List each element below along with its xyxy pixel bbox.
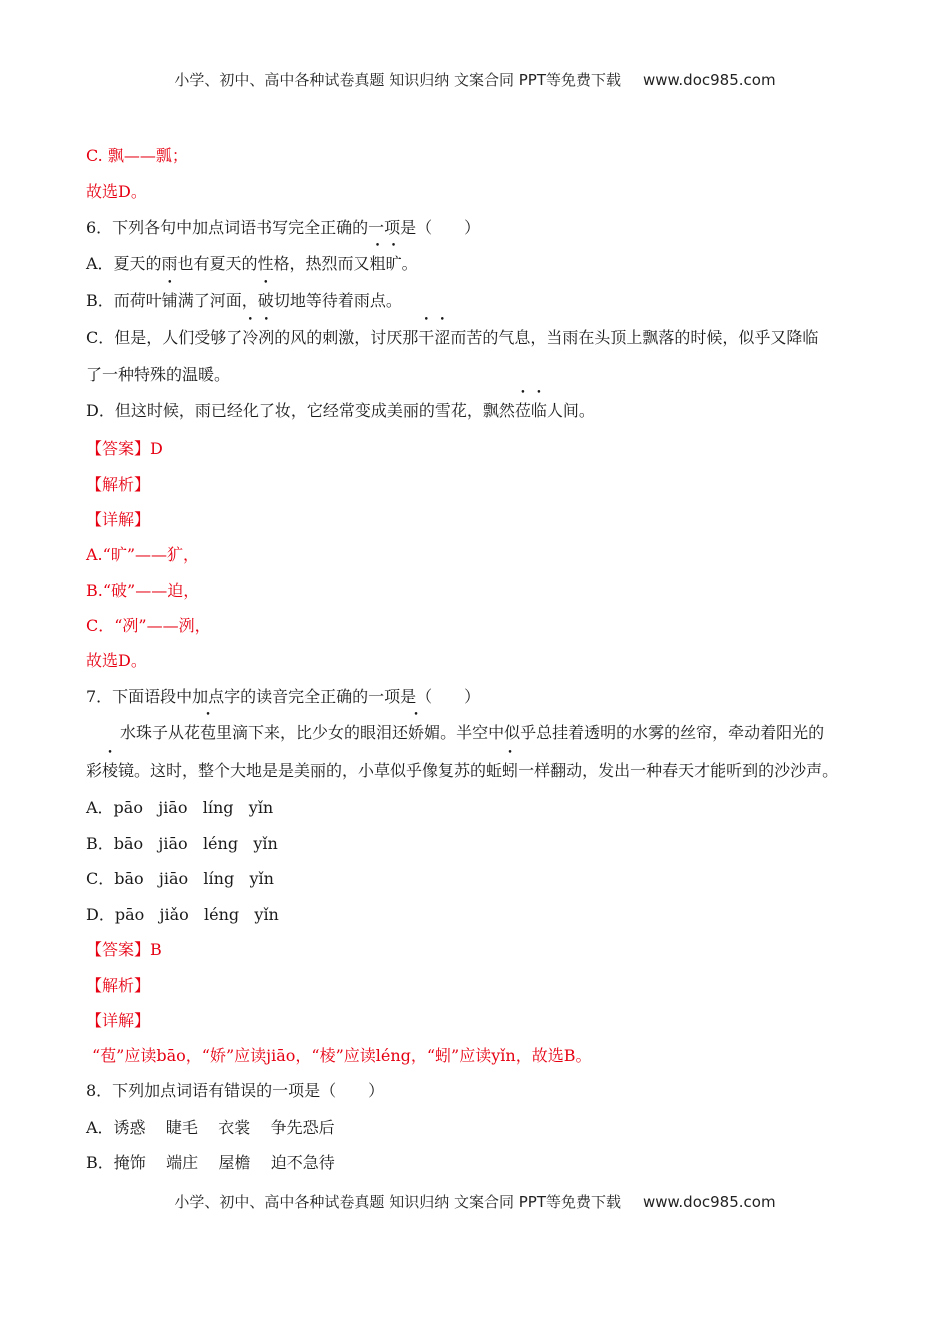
q7-stem: 7．下面语段中加点字的读音完全正确的一项是（ ）: [86, 687, 481, 706]
header-text: 小学、初中、高中各种试卷真题 知识归纳 文案合同 PPT等免费下载: [174, 71, 621, 89]
q6-explain-b: B.“破”——迫，: [86, 581, 200, 600]
prev-conclusion: 故选D。: [86, 182, 147, 201]
q6-analysis-label: 【解析】: [86, 475, 151, 494]
q7-passage-text: 一样翻动，发出一种春天才能听到的沙沙声。: [518, 761, 839, 780]
q7-passage-line1: [120, 722, 824, 744]
q6-conclusion: 故选D。: [86, 651, 147, 670]
q7-explain: “苞”应读bāo，“娇”应读jiāo，“棱”应读léng，“蚓”应读yǐn，故选B。: [92, 1046, 592, 1065]
q8-option-a: A．诱惑 睫毛 衣裳 争先恐后: [86, 1118, 335, 1137]
q6-stem: 6．下列各句中加点词语书写完全正确的一项是（ ）: [86, 218, 481, 237]
q6-c-text: C．但是，人们受够了: [86, 328, 243, 347]
page-header: [0, 69, 950, 90]
prev-option-c: C. 飘——瓢；: [86, 146, 188, 165]
q8-stem: 8．下列加点词语有错误的一项是（ ）: [86, 1081, 385, 1100]
dotted-char: 苞: [200, 723, 217, 742]
q6-b-text: B．而荷叶: [86, 291, 162, 310]
q7-passage-text: 水珠子从花: [120, 723, 201, 742]
q7-option-d: D．pāo jiǎo léng yǐn: [86, 905, 279, 924]
q6-option-d: [86, 400, 595, 422]
q7-passage-text: 里滴下来，比少女的眼泪还: [216, 723, 409, 742]
dotted-char: 破: [257, 291, 274, 310]
q6-b-text: 满了河面，: [177, 291, 258, 310]
q7-analysis-label: 【解析】: [86, 976, 151, 995]
q6-explain-a: A.“旷”——犷，: [86, 545, 200, 564]
q6-a-end: 。: [401, 254, 418, 273]
q7-option-c: C．bāo jiāo líng yǐn: [86, 869, 274, 888]
q6-d-end: 人间。: [546, 401, 595, 420]
dotted-char: 干: [418, 328, 435, 347]
dotted-char: 冷: [242, 328, 259, 347]
q6-option-a: [86, 253, 418, 275]
q6-a-text: A．夏天的雨也有夏天的性格，热烈而又: [86, 254, 370, 273]
q6-c-text: 而苦的气息，当雨在头顶上飘落的时候，似乎又降临: [450, 328, 819, 347]
q7-option-a: A．pāo jiāo líng yǐn: [86, 798, 274, 817]
page-footer: [0, 1191, 950, 1212]
q6-option-c-line2: 了一种特殊的温暖。: [86, 365, 231, 384]
q6-answer: 【答案】D: [86, 439, 163, 458]
q7-option-b: B．bāo jiāo léng yǐn: [86, 834, 278, 853]
q7-passage-text: 媚。半空中似乎总挂着透明的水雾的丝帘，牵动着阳光的: [424, 723, 825, 742]
footer-text: 小学、初中、高中各种试卷真题 知识归纳 文案合同 PPT等免费下载: [174, 1193, 621, 1211]
dotted-char: 临: [530, 401, 547, 420]
q6-b-end: 切地等待着雨点。: [273, 291, 402, 310]
header-site-link[interactable]: www.doc985.com: [642, 71, 776, 89]
dotted-char: 涩: [434, 328, 451, 347]
dotted-char: 娇: [408, 723, 425, 742]
q6-c-text: 的风的刺激，讨厌那: [274, 328, 419, 347]
q6-d-text: D．但这时候，雨已经化了妆，它经常变成美丽的雪花，飘然: [86, 401, 515, 420]
dotted-char: 粗: [369, 254, 386, 273]
q6-option-b: [86, 290, 402, 312]
dotted-char: 莅: [514, 401, 531, 420]
dotted-char: 冽: [258, 328, 275, 347]
dotted-char: 铺: [161, 291, 178, 310]
dotted-char: 旷: [385, 254, 402, 273]
q7-passage-line2: [86, 760, 838, 782]
q6-explain-c: C．“冽”——洌，: [86, 616, 211, 635]
q8-option-b: B．掩饰 端庄 屋檐 迫不急待: [86, 1153, 335, 1172]
q7-answer: 【答案】B: [86, 940, 162, 959]
q7-passage-text: 镜。这时，整个大地是是美丽的，小草似乎像复苏的蚯: [118, 761, 503, 780]
q6-detail-label: 【详解】: [86, 510, 151, 529]
q7-passage-text: 彩: [86, 761, 103, 780]
dotted-char: 蚓: [502, 761, 519, 780]
q6-option-c-line1: [86, 327, 818, 349]
q7-detail-label: 【详解】: [86, 1011, 151, 1030]
dotted-char: 棱: [102, 761, 119, 780]
footer-site-link[interactable]: www.doc985.com: [642, 1193, 776, 1211]
